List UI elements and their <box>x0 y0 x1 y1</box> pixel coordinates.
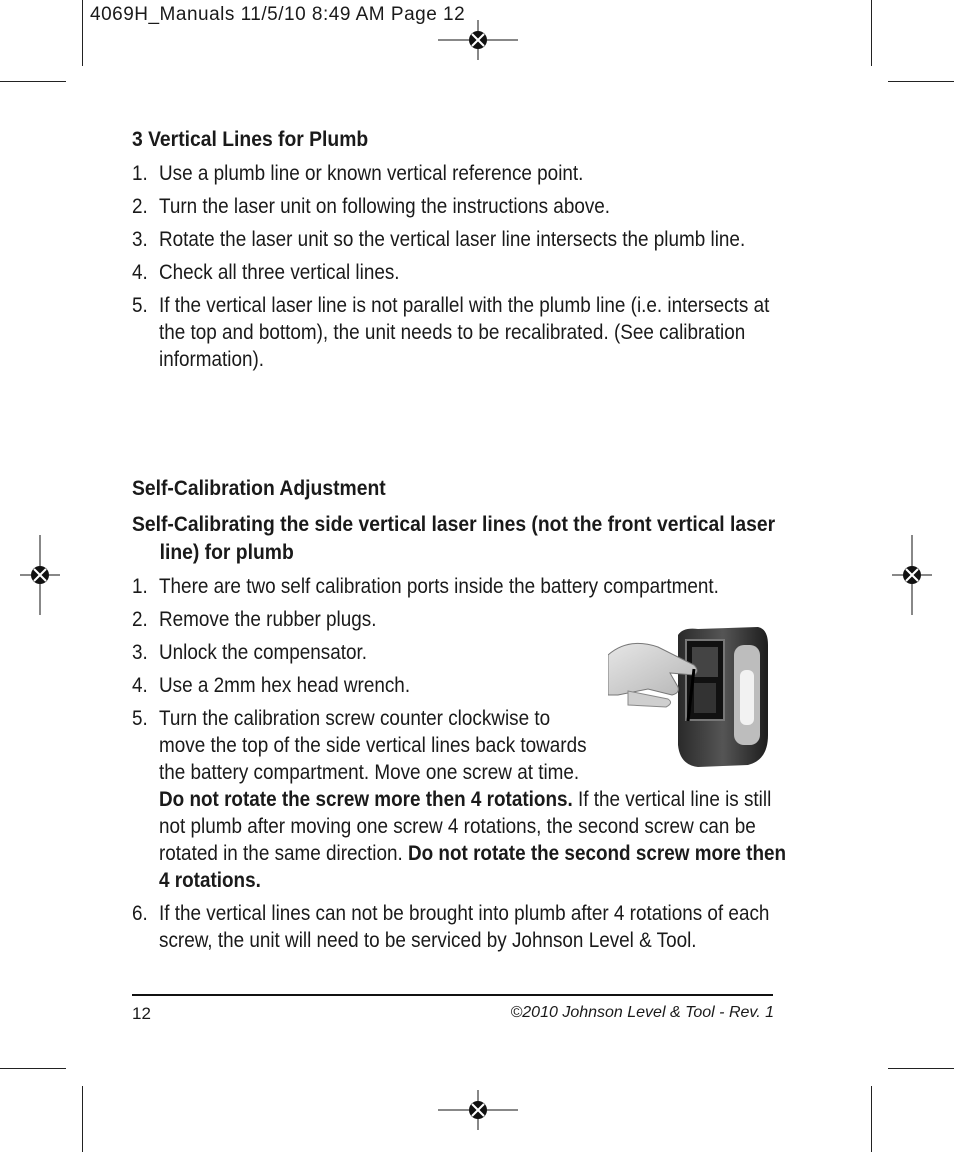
item-number: 5. <box>132 707 148 730</box>
list-item <box>132 259 794 286</box>
item-number: 5. <box>132 294 148 317</box>
crop-mark <box>871 0 872 66</box>
list-item <box>132 292 780 373</box>
warning-text: Do not rotate the screw more then 4 rotations. <box>159 788 573 811</box>
crop-mark <box>888 1068 954 1069</box>
page-number: 12 <box>132 1004 151 1023</box>
crop-mark <box>888 81 954 82</box>
item-text: Use a plumb line or known vertical reference point. <box>159 162 584 185</box>
registration-mark-icon <box>892 535 932 615</box>
item-text: Turn the calibration screw counter clockwise to <box>159 707 551 730</box>
crop-mark <box>82 1086 83 1152</box>
section-title: Self-Calibration Adjustment <box>132 477 386 500</box>
item-number: 6. <box>132 902 148 925</box>
item-number: 3. <box>132 641 148 664</box>
registration-mark-icon <box>438 1090 518 1130</box>
list-item <box>132 160 794 187</box>
section-plumb <box>132 128 772 379</box>
section-subtitle: Self-Calibrating the side vertical laser lines (not the front vertical laser line) for plumb <box>132 513 776 564</box>
item-number: 1. <box>132 575 148 598</box>
item-text: Remove the rubber plugs. <box>159 608 377 631</box>
calibration-photo <box>608 625 770 771</box>
item-text: the battery compartment. Move one screw at time. <box>159 761 580 784</box>
item-text: Turn the laser unit on following the instructions above. <box>159 195 611 218</box>
crop-mark <box>0 81 66 82</box>
plumb-steps-list <box>132 160 772 373</box>
item-number: 4. <box>132 261 148 284</box>
item-number: 1. <box>132 162 148 185</box>
item-number: 3. <box>132 228 148 251</box>
item-text: If the vertical lines can not be brought into plumb after 4 rotations of each screw, the unit will need to be serviced by Johnson Level & Tool. <box>159 902 770 952</box>
item-text: If the vertical laser line is not parallel with the plumb line (i.e. intersects at the top and bottom), the unit needs to be recalibrated. (See calibration information). <box>159 294 770 371</box>
crop-mark <box>82 0 83 66</box>
crop-mark <box>871 1086 872 1152</box>
list-item <box>132 573 794 600</box>
item-text: There are two self calibration ports inside the battery compartment. <box>159 575 719 598</box>
item-text: Use a 2mm hex head wrench. <box>159 674 411 697</box>
item-text: move the top of the side vertical lines back towards <box>159 734 587 757</box>
item-text: Rotate the laser unit so the vertical laser line intersects the plumb line. <box>159 228 746 251</box>
registration-mark-icon <box>20 535 60 615</box>
item-text: Check all three vertical lines. <box>159 261 400 284</box>
item-number: 2. <box>132 195 148 218</box>
list-item <box>132 226 794 253</box>
crop-mark <box>0 1068 66 1069</box>
item-text: If the vertical line is still not plumb after moving one screw 4 rotations, the second screw can be rotated in the same direction. <box>159 788 772 865</box>
item-text: Unlock the compensator. <box>159 641 368 664</box>
item-number: 2. <box>132 608 148 631</box>
item-number: 4. <box>132 674 148 697</box>
footer-rule <box>132 994 773 996</box>
warning-text: Do not rotate the second screw more then 4 rotations. <box>159 842 787 892</box>
print-slug: 4069H_Manuals 11/5/10 8:49 AM Page 12 <box>90 4 466 25</box>
registration-mark-icon <box>438 20 518 60</box>
list-item <box>132 900 780 954</box>
section-title: 3 Vertical Lines for Plumb <box>132 128 369 151</box>
copyright-notice: ©2010 Johnson Level & Tool - Rev. 1 <box>510 1004 774 1021</box>
list-item <box>132 193 794 220</box>
